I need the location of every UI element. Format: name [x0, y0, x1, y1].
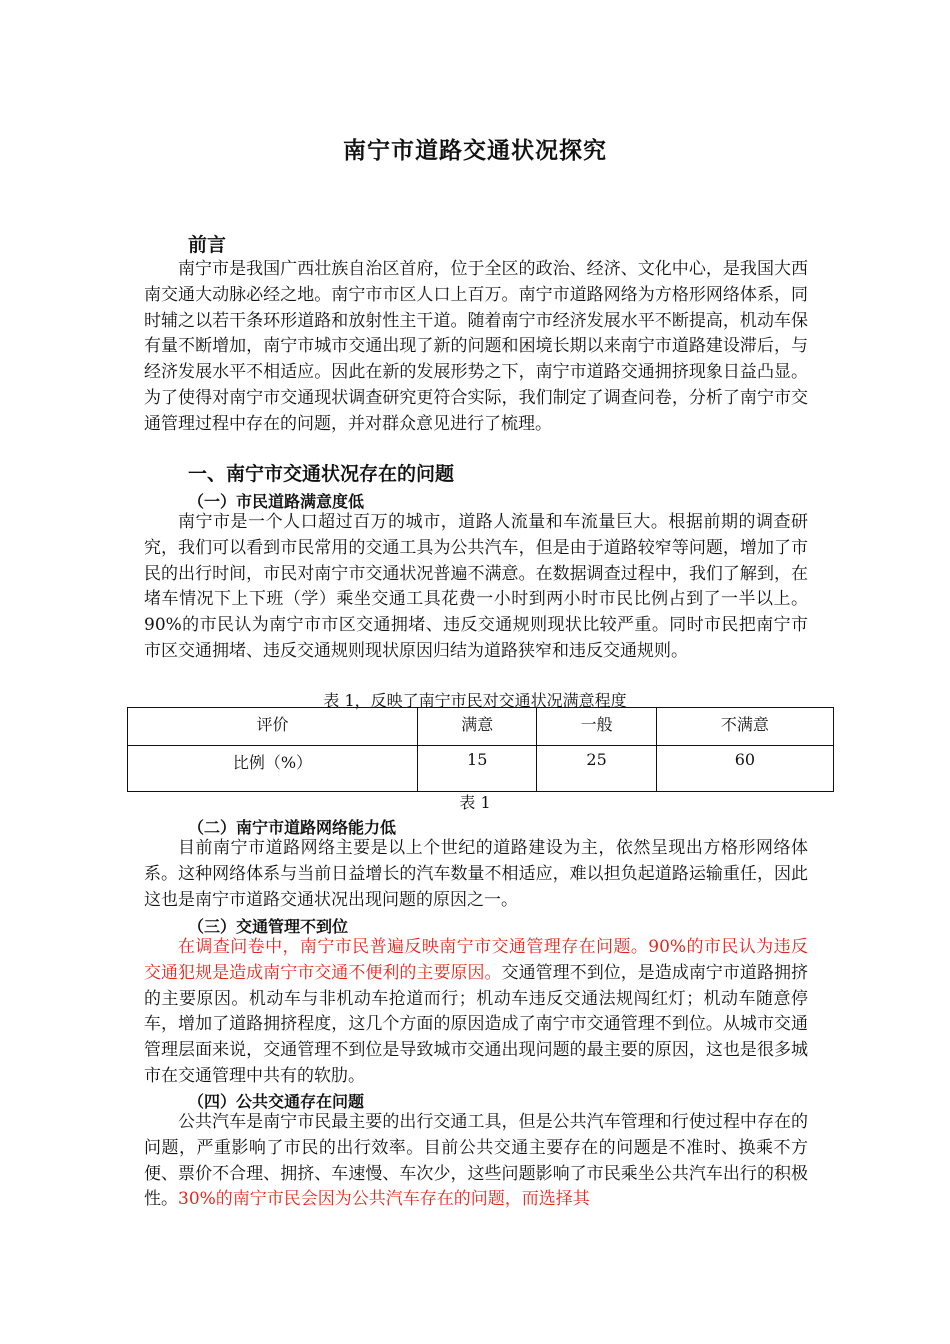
table-row — [128, 746, 834, 792]
table-cell: 比例（%） — [128, 746, 418, 792]
table-header-cell: 评价 — [128, 708, 418, 746]
table-caption: 表 1，反映了南宁市民对交通状况满意程度 — [323, 691, 627, 710]
body-text: 公共汽车是南宁市民最主要的出行交通工具，但是公共汽车管理和行使过程中存在的问题，严重影响了市民的出行效率。目前公共交通主要存在的问题是不准时、换乘不方便、票价不合理、拥挤、车速慢、车次少，这些问题影响了市民乘坐公共汽车出行的积极性。 — [144, 1112, 808, 1210]
table-cell: 60 — [656, 746, 833, 792]
preface-paragraph: 南宁市是我国广西壮族自治区首府，位于全区的政治、经济、文化中心，是我国大西南交通大动脉必经之地。南宁市市区人口上百万。南宁市道路网络为方格形网络体系，同时辅之以若干条环形道路和放射性主干道。随着南宁市经济发展水平不断提高，机动车保有量不断增加，南宁市城市交通出现了新的问题和困境长期以来南宁市道路建设滞后，与经济发展水平不相适应。因此在新的发展形势之下，南宁市道路交通拥挤现象日益凸显。为了使得对南宁市交通现状调查研究更符合实际，我们制定了调查问卷，分析了南宁市交通管理过程中存在的问题，并对群众意见进行了梳理。 — [144, 259, 808, 434]
table-header-cell: 不满意 — [656, 708, 833, 746]
page-title: 南宁市道路交通状况探究 — [343, 138, 607, 164]
subsection-paragraph-4 — [144, 1110, 808, 1213]
subsection-paragraph-2: 目前南宁市道路网络主要是以上个世纪的道路建设为主，依然呈现出方格形网络体系。这种网络体系与当前日益增长的汽车数量不相适应，难以担负起道路运输重任，因此这也是南宁市道路交通状况出现问题的原因之一。 — [144, 838, 808, 910]
table-header-cell: 一般 — [537, 708, 656, 746]
subsection-heading-3: （三）交通管理不到位 — [188, 917, 349, 936]
table-cell: 25 — [537, 746, 656, 792]
table-header-cell: 满意 — [418, 708, 537, 746]
subsection-paragraph-1: 南宁市是一个人口超过百万的城市，道路人流量和车流量巨大。根据前期的调查研究，我们可以看到市民常用的交通工具为公共汽车，但是由于道路较窄等问题，增加了市民的出行时间，市民对南宁市交通状况普遍不满意。在数据调查过程中，我们了解到，在堵车情况下上下班（学）乘坐交通工具花费一小时到两小时市民比例占到了一半以上。90%的市民认为南宁市市区交通拥堵、违反交通规则现状比较严重。同时市民把南宁市市区交通拥堵、违反交通规则现状原因归结为道路狭窄和违反交通规则。 — [144, 512, 808, 661]
table-cell: 15 — [418, 746, 537, 792]
highlighted-text: 在调查问卷中，南宁市民普遍反映南宁市交通管理存在问题。90%的市民认为违反交通犯规是造成南宁市交通不便利的主要原因。 — [144, 937, 808, 983]
satisfaction-table — [127, 707, 834, 792]
table-label: 表 1 — [459, 793, 491, 812]
table-header-row — [128, 708, 834, 746]
section-heading-1: 一、南宁市交通状况存在的问题 — [188, 463, 455, 485]
subsection-heading-4: （四）公共交通存在问题 — [188, 1092, 365, 1111]
subsection-paragraph-3 — [144, 935, 808, 1090]
preface-heading: 前言 — [188, 234, 227, 256]
subsection-heading-2: （二）南宁市道路网络能力低 — [188, 818, 397, 837]
subsection-heading-1: （一）市民道路满意度低 — [188, 492, 365, 511]
highlighted-text: 30%的南宁市民会因为公共汽车存在的问题，而选择其 — [178, 1189, 590, 1210]
body-text: 交通管理不到位，是造成南宁市道路拥挤的主要原因。机动车与非机动车抢道而行；机动车违反交通法规闯红灯；机动车随意停车，增加了道路拥挤程度，这几个方面的原因造成了南宁市交通管理不到位。从城市交通管理层面来说，交通管理不到位是导致城市交通出现问题的最主要的原因，这也是很多城市在交通管理中共有的软肋。 — [144, 962, 809, 1086]
